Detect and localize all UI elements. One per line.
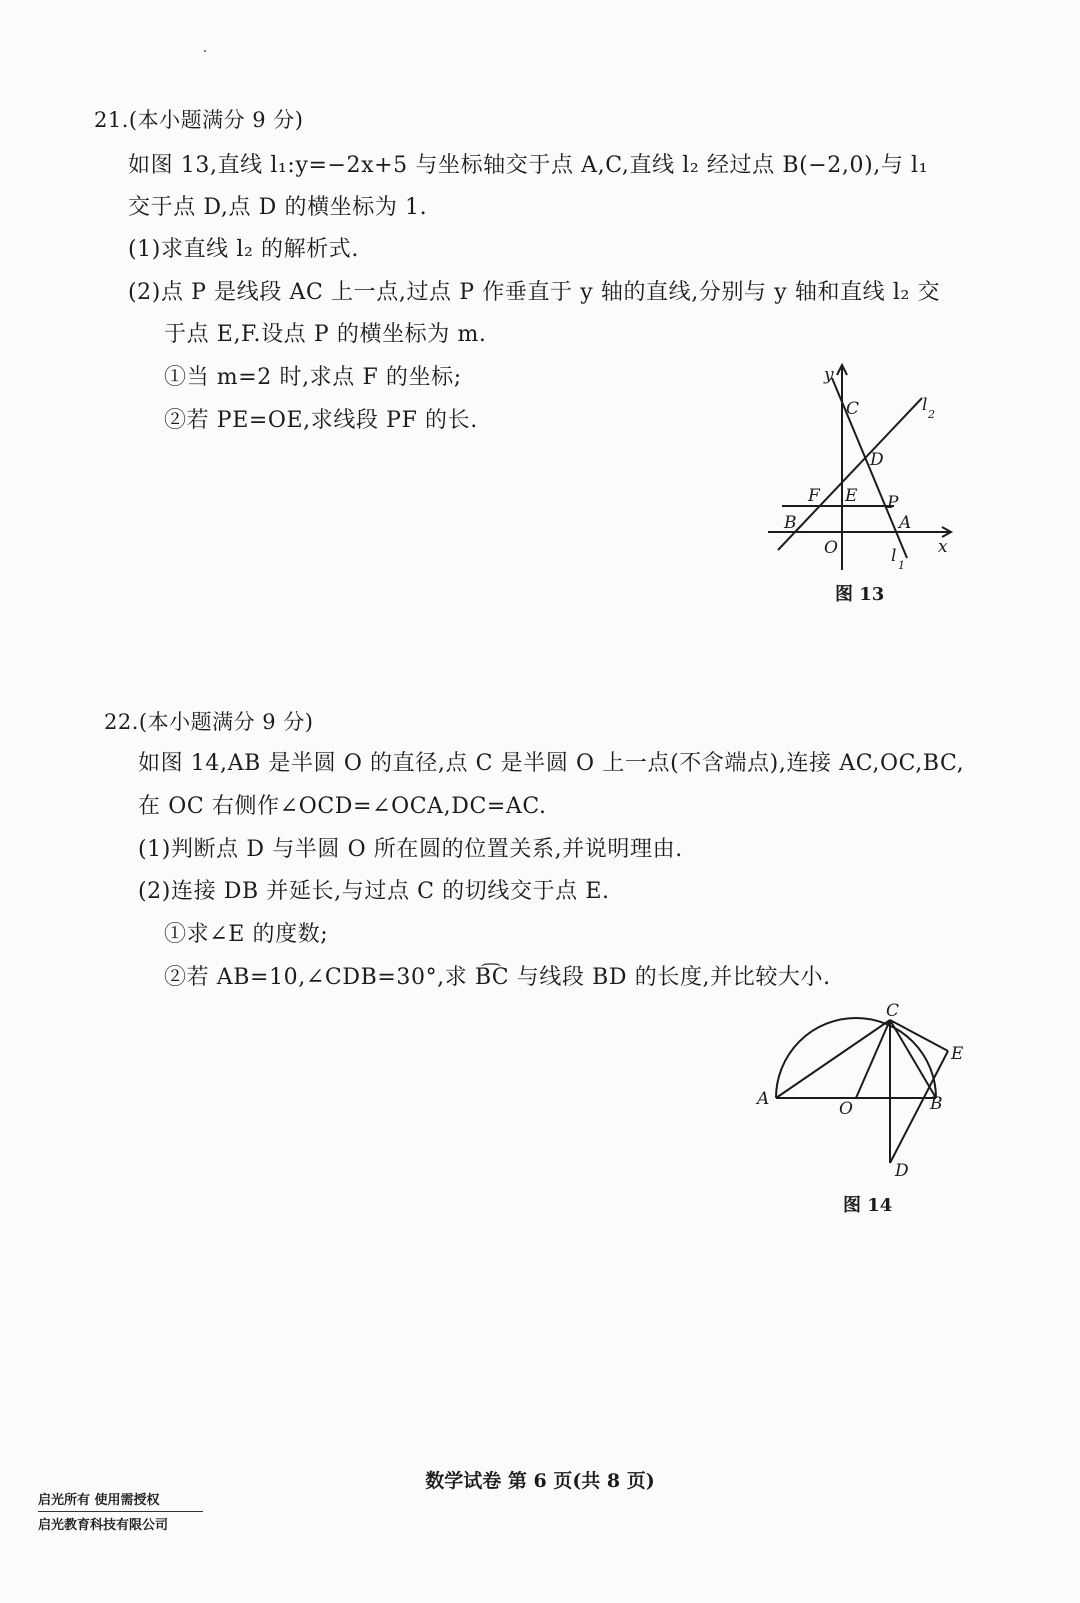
figure-13-caption: 图 13 [835, 584, 885, 605]
copyright-line-2: 启光教育科技有限公司 [38, 1518, 169, 1533]
q22-line-5: ①求∠E 的度数; [164, 922, 329, 947]
q21-line-2: 交于点 D,点 D 的横坐标为 1. [128, 195, 428, 220]
label-b: B [784, 513, 797, 533]
q21-header: 21.(本小题满分 9 分) [94, 108, 304, 132]
label-c: C [846, 399, 860, 419]
q22-line-1: 如图 14,AB 是半圆 O 的直径,点 C 是半圆 O 上一点(不含端点),连接 AC,OC,BC, [138, 751, 965, 776]
q22-line-4: (2)连接 DB 并延长,与过点 C 的切线交于点 E. [138, 879, 610, 904]
label-a: A [757, 1089, 770, 1109]
scan-dot [204, 50, 206, 52]
q22-header: 22.(本小题满分 9 分) [104, 710, 314, 734]
q22-line-3: (1)判断点 D 与半圆 O 所在圆的位置关系,并说明理由. [138, 837, 683, 862]
label-c: C [886, 1001, 900, 1021]
copyright-line-1: 启光所有 使用需授权 [38, 1493, 160, 1508]
q21-line-3: (1)求直线 l₂ 的解析式. [128, 237, 359, 262]
label-l1-sub: 1 [898, 559, 905, 572]
q21-line-7: ②若 PE=OE,求线段 PF 的长. [164, 408, 478, 433]
label-b: B [930, 1094, 943, 1114]
q21-line-6: ①当 m=2 时,求点 F 的坐标; [164, 365, 462, 390]
label-d: D [895, 1161, 909, 1181]
label-f: F [808, 486, 820, 506]
label-x: x [938, 537, 948, 557]
label-a: A [899, 513, 912, 533]
label-o: O [839, 1099, 853, 1119]
figure-14-caption: 图 14 [843, 1195, 893, 1216]
label-d: D [870, 450, 884, 470]
figure-13 [760, 358, 970, 583]
label-l2-sub: 2 [928, 408, 935, 421]
label-y: y [824, 365, 834, 385]
page-footer: 数学试卷 第 6 页(共 8 页) [425, 1470, 655, 1492]
q21-line-1: 如图 13,直线 l₁:y=−2x+5 与坐标轴交于点 A,C,直线 l₂ 经过点 B(−2,0),与 l₁ [128, 153, 929, 178]
q22-line-6: ②若 AB=10,∠CDB=30°,求 B͡C 与线段 BD 的长度,并比较大小. [164, 965, 831, 990]
q21-line-5: 于点 E,F.设点 P 的横坐标为 m. [164, 322, 487, 347]
label-o: O [824, 538, 838, 558]
label-e: E [951, 1044, 964, 1064]
copyright-rule [38, 1511, 203, 1512]
label-l1: l [891, 546, 897, 566]
label-p: P [887, 493, 899, 513]
q22-line-2: 在 OC 右侧作∠OCD=∠OCA,DC=AC. [138, 794, 547, 819]
label-l2: l [922, 395, 928, 415]
label-e: E [845, 486, 858, 506]
figure-14 [752, 998, 972, 1188]
q21-line-4: (2)点 P 是线段 AC 上一点,过点 P 作垂直于 y 轴的直线,分别与 y 轴和直线 l₂ 交 [128, 280, 941, 305]
